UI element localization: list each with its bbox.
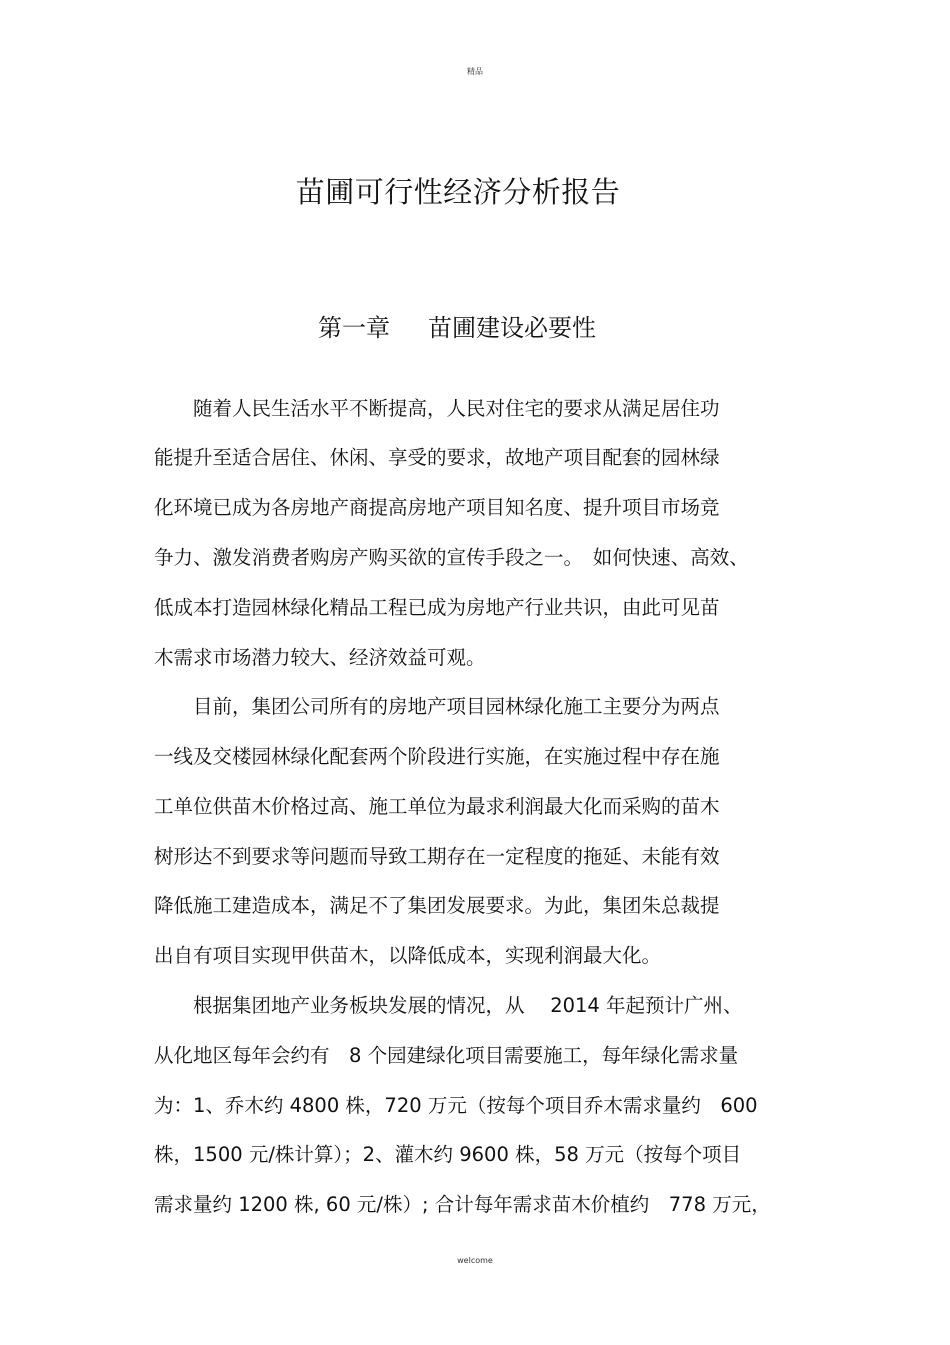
text-line: 根据集团地产业务板块发展的情况，从 2014 年起预计广州、 <box>154 994 743 1017</box>
text-line: 随着人民生活水平不断提高，人民对住宅的要求从满足居住功 <box>154 397 720 420</box>
text-line: 工单位供苗木价格过高、施工单位为最求利润最大化而采购的苗木 <box>154 795 720 818</box>
chapter-label: 第一章 <box>318 314 390 342</box>
chapter-heading <box>318 308 596 343</box>
text-line: 化环境已成为各房地产商提高房地产项目知名度、提升项目市场竞 <box>154 496 720 519</box>
text-line: 为：1、乔木约 4800 株，720 万元（按每个项目乔木需求量约 600 <box>154 1094 758 1117</box>
text-line: 一线及交楼园林绿化配套两个阶段进行实施，在实施过程中存在施 <box>154 745 720 768</box>
text-line: 低成本打造园林绿化精品工程已成为房地产行业共识，由此可见苗 <box>154 596 720 619</box>
chapter-title: 苗圃建设必要性 <box>428 314 596 342</box>
text-line: 从化地区每年会约有 8 个园建绿化项目需要施工，每年绿化需求量 <box>154 1044 739 1067</box>
text-line: 降低施工建造成本，满足不了集团发展要求。为此，集团朱总裁提 <box>154 894 720 917</box>
text-line: 需求量约 1200 株, 60 元/株）; 合计每年需求苗木价植约 778 万元， <box>154 1193 771 1216</box>
text-line: 争力、激发消费者购房产购买欲的宣传手段之一。 如何快速、高效、 <box>154 546 749 569</box>
text-line: 木需求市场潜力较大、经济效益可观。 <box>154 646 486 669</box>
text-line: 出自有项目实现甲供苗木，以降低成本，实现利润最大化。 <box>154 944 662 967</box>
text-line: 能提升至适合居住、休闲、享受的要求，故地产项目配套的园林绿 <box>154 446 720 469</box>
text-line: 目前，集团公司所有的房地产项目园林绿化施工主要分为两点 <box>154 695 720 718</box>
header-mark: 精品 <box>467 67 483 76</box>
text-line: 树形达不到要求等问题而导致工期存在一定程度的拖延、未能有效 <box>154 845 720 868</box>
document-title: 苗圃可行性经济分析报告 <box>295 175 621 209</box>
footer-mark: welcome <box>457 1256 493 1265</box>
text-line: 株，1500 元/株计算）；2、灌木约 9600 株，58 万元（按每个项目 <box>154 1143 742 1166</box>
